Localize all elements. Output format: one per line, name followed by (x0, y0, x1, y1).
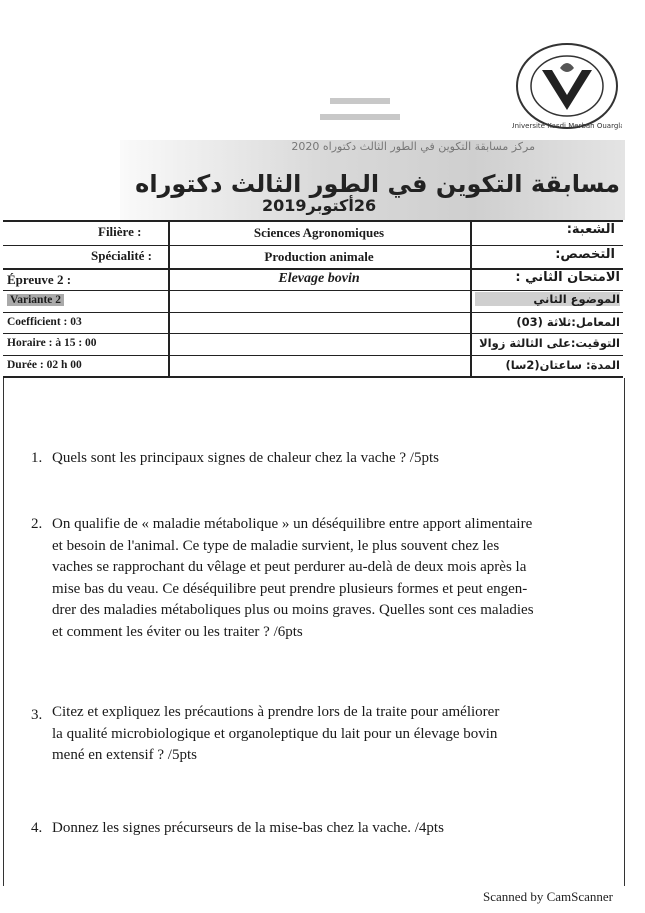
question-number: 3. (31, 707, 43, 723)
epreuve-label: Épreuve 2 : (7, 272, 72, 287)
epreuve-value: Elevage bovin (278, 271, 360, 286)
duree-label-ar: المدة: ساعتان(2سا) (505, 358, 620, 372)
specialite-label-ar: التخصص: (555, 247, 615, 262)
coefficient-label-ar: المعامل:ثلاثة (03) (516, 315, 620, 329)
question-line: On qualifie de « maladie métabolique » un déséquilibre entre apport alimentaire (52, 516, 533, 532)
variante-label-ar: الموضوع الثاني (475, 292, 620, 306)
question-number: 4. (31, 820, 43, 836)
question-line: la qualité microbiologique et organoleptique du lait pour un élevage bovin (52, 725, 498, 742)
horaire-label-ar: التوقيت:على الثالثة زوالا (479, 336, 620, 350)
coefficient-label: Coefficient : 03 (7, 316, 82, 328)
question-line: Citez et expliquez les précautions à prendre lors de la traite pour améliorer (52, 704, 500, 720)
question-number: 2. (31, 516, 43, 532)
faint-line (330, 98, 390, 104)
question-line: mené en extensif ? /5pts (52, 747, 197, 763)
epreuve-label-ar: الامتحان الثاني : (515, 270, 620, 285)
exam-date: 26أكتوبر2019 (262, 196, 377, 215)
filiere-label-ar: الشعبة: (566, 222, 615, 237)
horaire-label: Horaire : à 15 : 00 (7, 337, 97, 349)
exam-title: مسابقة التكوين في الطور الثالث دكتوراه (135, 170, 620, 198)
question-line: mise bas du veau. Ce déséquilibre peut prendre plusieurs formes et peut engen- (52, 580, 528, 597)
question-line: Donnez les signes précurseurs de la mise-bas chez la vache. /4pts (52, 820, 444, 836)
center-subtitle: مركز مسابقة التكوين في الطور الثالث دكتوراه 2020 (291, 140, 535, 153)
filiere-value: Sciences Agronomiques (253, 225, 385, 240)
question-line: drer des maladies métaboliques plus ou moins graves. Quelles sont ces maladies (52, 602, 534, 618)
faint-line (320, 114, 400, 120)
scanned-watermark: Scanned by CamScanner (483, 889, 613, 904)
university-logo (512, 40, 622, 132)
question-line: et comment les éviter ou les traiter ? /6pts (52, 623, 303, 640)
logo-text: Université Kasdi Merbah Ouargla (512, 122, 622, 130)
question-line: Quels sont les principaux signes de chaleur chez la vache ? /5pts (52, 450, 439, 466)
question-line: vaches se rapprochant du vêlage et peut perdurer au-delà de deux mois après la (52, 559, 527, 575)
variante-label: Variante 2 (7, 294, 64, 306)
question-line: et besoin de l'animal. Ce type de maladie survient, le plus souvent chez les (52, 537, 500, 554)
specialite-value: Production animale (264, 249, 374, 264)
duree-label: Durée : 02 h 00 (7, 359, 82, 371)
specialite-label: Spécialité : (91, 248, 153, 263)
info-grid (3, 220, 623, 378)
filiere-label: Filière : (98, 224, 142, 239)
question-number: 1. (31, 450, 43, 466)
